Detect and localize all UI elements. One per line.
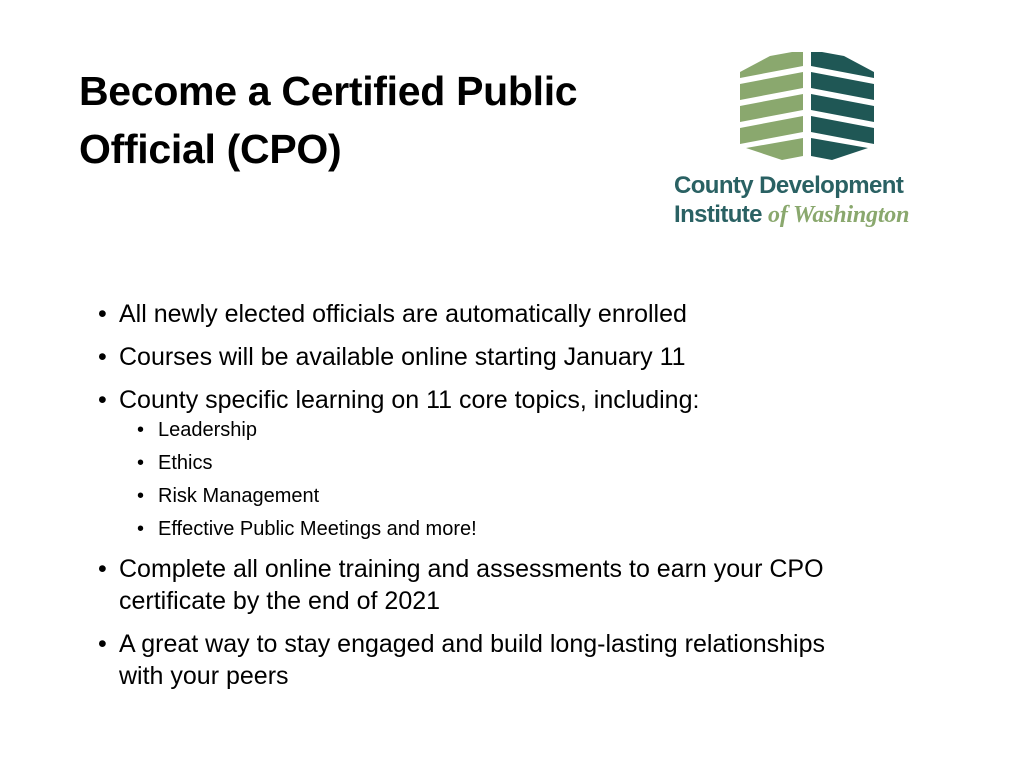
cdi-logo xyxy=(672,52,947,237)
bullet-item xyxy=(98,341,918,373)
leaf-mark-icon xyxy=(738,52,876,162)
sub-bullet-list xyxy=(137,418,918,542)
bullet-item xyxy=(98,553,918,617)
sub-bullet-item: • Leadership xyxy=(137,418,918,443)
slide-title-line-2: Official (CPO) xyxy=(79,126,342,172)
bullet-item xyxy=(98,384,918,542)
bullet-text-line-1: Complete all online training and assessments to earn your CPO xyxy=(119,555,824,583)
bullet-text: County specific learning on 11 core topics, including: xyxy=(119,386,700,414)
bullet-item xyxy=(98,298,918,330)
bullet-list xyxy=(98,298,918,703)
bullet-text-line-2: with your peers xyxy=(119,662,289,690)
bullet-text: Courses will be available online starting January 11 xyxy=(119,343,686,371)
sub-bullet-item: • Ethics xyxy=(137,451,918,476)
bullet-text: All newly elected officials are automatically enrolled xyxy=(119,300,687,328)
sub-bullet-item: • Risk Management xyxy=(137,484,918,509)
slide-title xyxy=(79,62,659,178)
logo-name-line-1: County Development xyxy=(674,172,904,199)
logo-name-line-2 xyxy=(674,201,909,229)
logo-name-of-washington: of Washington xyxy=(768,202,910,228)
slide-title-line-1: Become a Certified Public xyxy=(79,68,578,114)
bullet-item xyxy=(98,628,918,692)
sub-bullet-item: • Effective Public Meetings and more! xyxy=(137,517,918,542)
logo-name-institute: Institute xyxy=(674,201,762,228)
bullet-text-line-2: certificate by the end of 2021 xyxy=(119,587,441,615)
bullet-text-line-1: A great way to stay engaged and build long-lasting relationships xyxy=(119,630,826,658)
